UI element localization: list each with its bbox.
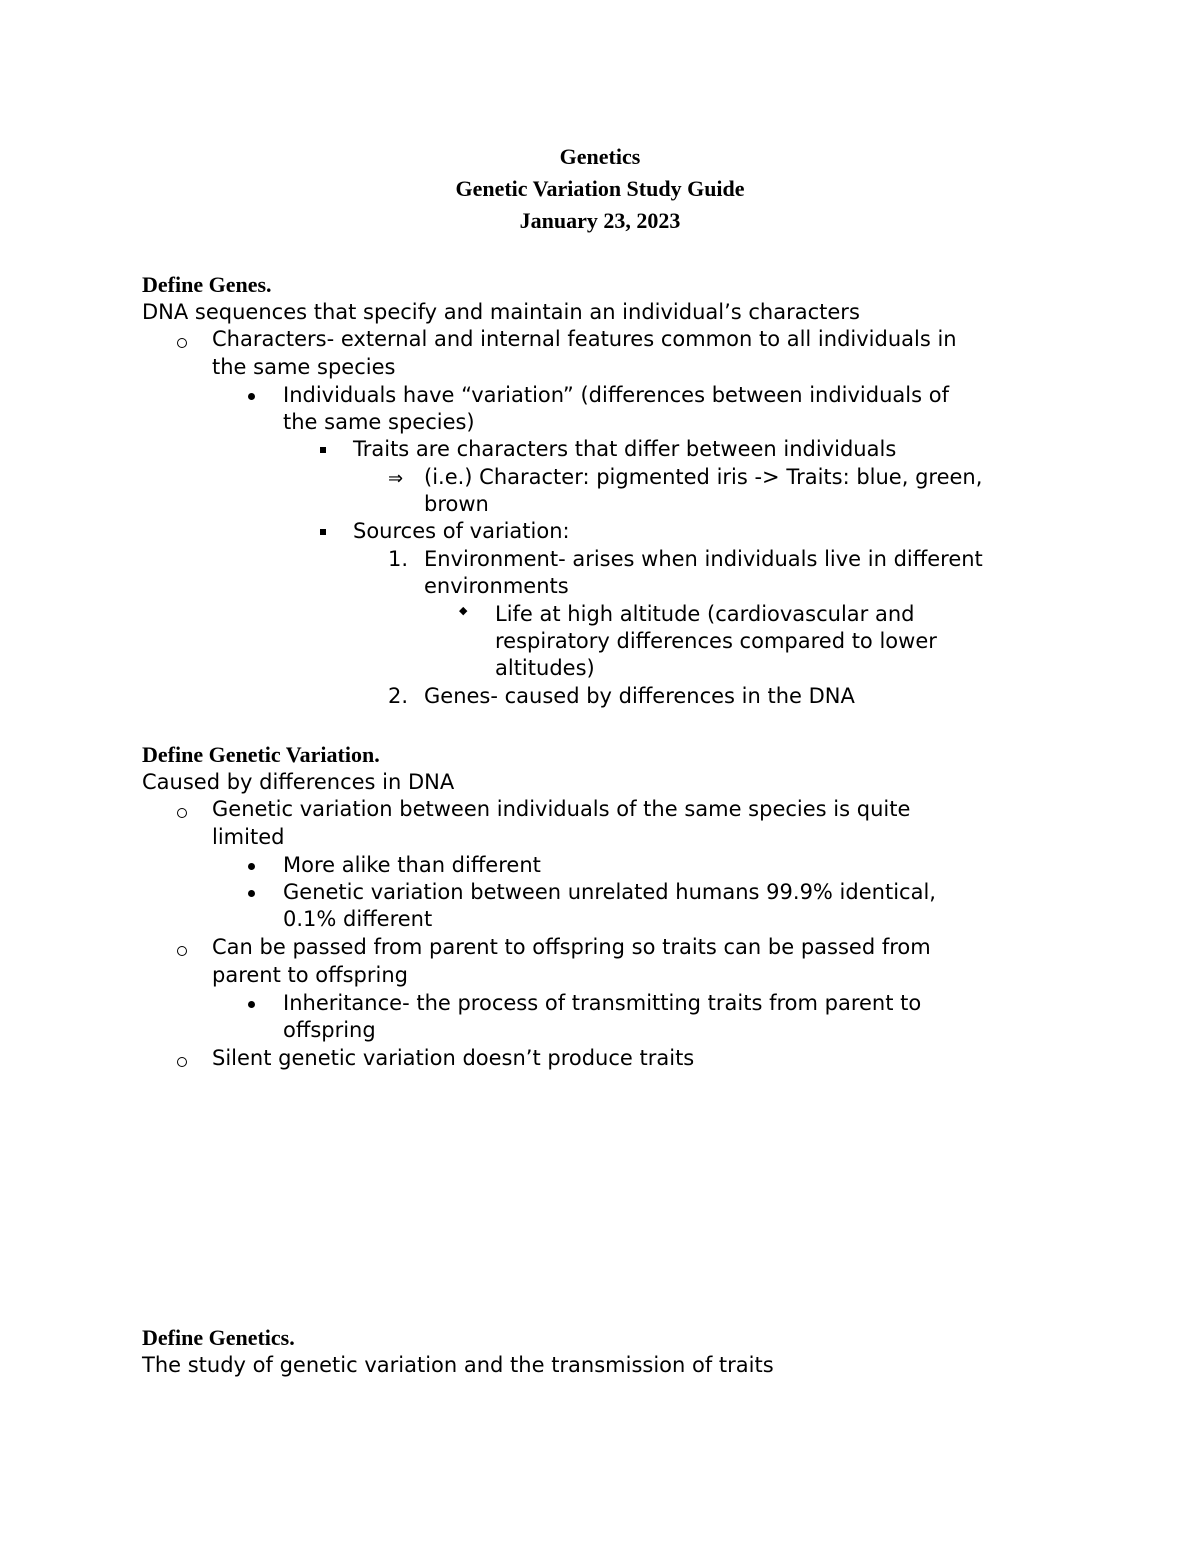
disc-bullet-icon — [248, 393, 255, 400]
genetics-definition: The study of genetic variation and the transmission of traits — [142, 1353, 774, 1377]
hollow-circle-bullet-icon — [177, 808, 187, 818]
disc-bullet-icon — [248, 863, 255, 870]
silent-line: Silent genetic variation doesn’t produce traits — [212, 1046, 695, 1070]
genes-cause-line: Genes- caused by differences in the DNA — [424, 684, 855, 708]
example-line-2: brown — [424, 492, 489, 516]
hollow-circle-bullet-icon — [177, 1057, 187, 1067]
list-number-2: 2. — [388, 684, 409, 708]
disc-bullet-icon — [248, 1001, 255, 1008]
variation-definition: Caused by differences in DNA — [142, 770, 455, 794]
arrow-bullet-icon: ⇒ — [388, 468, 404, 489]
inheritance-line-1: Inheritance- the process of transmitting traits from parent to — [283, 991, 922, 1015]
heading-define-genetics: Define Genetics. — [142, 1325, 295, 1350]
variation-line-1: Individuals have “variation” (differences between individuals of — [283, 383, 949, 407]
example-line-1: (i.e.) Character: pigmented iris -> Traits: blue, green, — [424, 465, 983, 489]
characters-line-2: the same species — [212, 355, 396, 379]
inheritance-line-2: offspring — [283, 1018, 376, 1042]
disc-bullet-icon — [248, 890, 255, 897]
limited-line-1: Genetic variation between individuals of the same species is quite — [212, 797, 911, 821]
traits-line: Traits are characters that differ between individuals — [353, 437, 897, 461]
limited-line-2: limited — [212, 825, 285, 849]
course-title: Genetics — [559, 144, 641, 169]
list-number-1: 1. — [388, 547, 409, 571]
heading-define-genes: Define Genes. — [142, 272, 272, 297]
environment-line-1: Environment- arises when individuals live in different — [424, 547, 983, 571]
passed-line-2: parent to offspring — [212, 963, 408, 987]
hollow-circle-bullet-icon — [177, 946, 187, 956]
variation-line-2: the same species) — [283, 410, 475, 434]
environment-line-2: environments — [424, 574, 569, 598]
passed-line-1: Can be passed from parent to offspring so traits can be passed from — [212, 935, 931, 959]
genes-definition: DNA sequences that specify and maintain an individual’s characters — [142, 300, 860, 324]
hollow-circle-bullet-icon — [177, 338, 187, 348]
alike-line: More alike than different — [283, 853, 541, 877]
altitude-line-1: Life at high altitude (cardiovascular and — [495, 602, 915, 626]
document-date: January 23, 2023 — [519, 208, 681, 233]
humans-line-2: 0.1% different — [283, 907, 433, 931]
characters-line-1: Characters- external and internal features common to all individuals in — [212, 327, 957, 351]
heading-define-genetic-variation: Define Genetic Variation. — [142, 742, 380, 767]
diamond-bullet-icon: ◆ — [459, 604, 468, 617]
document-title: Genetic Variation Study Guide — [455, 176, 745, 201]
humans-line-1: Genetic variation between unrelated humans 99.9% identical, — [283, 880, 936, 904]
square-bullet-icon — [320, 529, 326, 535]
altitude-line-3: altitudes) — [495, 656, 595, 680]
square-bullet-icon — [320, 447, 326, 453]
altitude-line-2: respiratory differences compared to lower — [495, 629, 937, 653]
sources-line: Sources of variation: — [353, 519, 570, 543]
